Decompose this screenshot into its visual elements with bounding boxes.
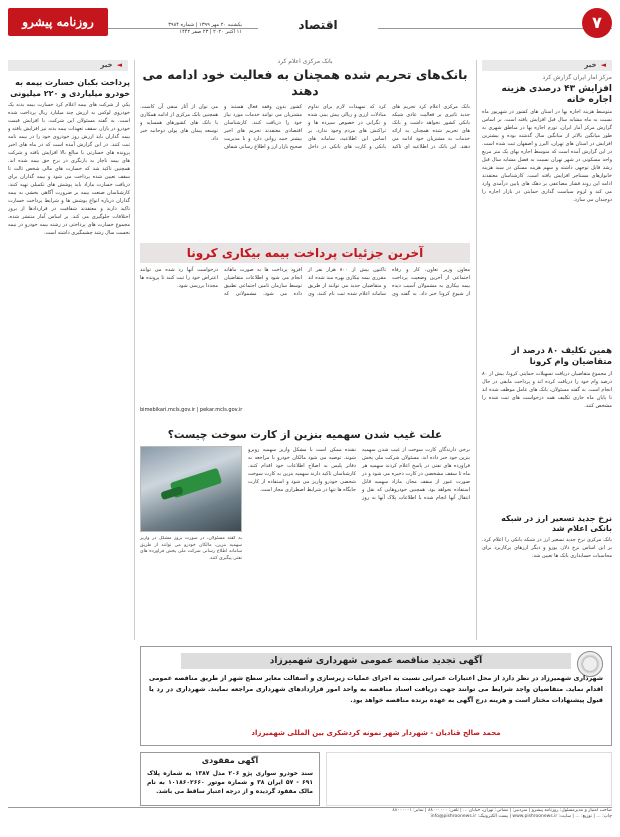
tag-label: خبر xyxy=(100,61,113,69)
right-story-source: مرکز آمار ایران گزارش کرد xyxy=(542,74,612,81)
main-story xyxy=(140,58,470,238)
section-title: اقتصاد xyxy=(258,18,378,32)
lost-ad-title: آگهی مفقودی xyxy=(201,756,259,765)
right-body-3: بانک مرکزی نرخ جدید تسعیر ارز در شبکه بانکی را اعلام کرد. بر این اساس نرخ دلار، یورو و دیگر ارزهای پرکاربرد برای محاسبات حسابداری بانک ها تعیین شد. xyxy=(482,537,612,559)
tag-bar-right xyxy=(482,60,612,71)
tender-advertisement xyxy=(140,646,612,746)
website-link[interactable]: bimebikari.mcls.gov.ir xyxy=(140,407,196,413)
arrow-icon: ◄ xyxy=(116,61,122,69)
right-body-2: از مجموع متقاضیان دریافت تسهیلات حمایتی کرونا، بیش از ۸۰ درصد وام خود را دریافت کرده اند و پرداخت مابقی در حال انجام است. به گفته مسئولان، بانک های عامل موظف شده اند تا پایان ماه جاری تکلیف همه درخواست های ثبت شده را مشخص کنند. xyxy=(482,371,612,409)
footer-line-1: صاحب امتیاز و مدیرمسئول: روزنامه پیشرو | سردبیر: | نشانی: تهران، خیابان ... | تلفن: ۸۸۰۰۰۰۰۰ | نمابر: ۸۸۰۰۰۰۰۱ xyxy=(392,808,612,813)
page-number: ۷ xyxy=(582,8,612,38)
right-subhead-1: همین تکلیف ۸۰ درصد از متقاضیان وام کرونا xyxy=(511,346,612,367)
tender-ad-body: شهرداری شهمیرزاد در نظر دارد از محل اعتبارات عمرانی نسبت به اجرای عملیات زیرسازی و آسفالت معابر سطح شهر از طریق مناقصه عمومی اقدام نماید. متقاضیان واجد شرایط می توانند جهت دریافت اسناد مناقصه به واحد امور قراردادهای شهرداری مراجعه نمایند. شهرداری در رد یا قبول پیشنهادات مختار است و هزینه درج آگهی به عهده برنده مناقصه خواهد بود. xyxy=(149,674,603,704)
footer-line-2: چاپ: ... | توزیع: ... | سایت: www.pishroonews.ir | پست الکترونیک: info@pishroonews.ir xyxy=(430,814,612,819)
main-story-headline: بانک‌های تحریم شده همچنان به فعالیت خود ادامه می دهند xyxy=(142,67,468,98)
lost-ad-body: سند خودرو سواری پژو ۲۰۶ مدل ۱۳۸۷ به شماره پلاک ۶۹۱ - ۵۷ ایران ۳۸ و شماره موتور ۱۰۱۸۶۰۲۶۶۰ به نام مالک مفقود گردیده و از درجه اعتبار ساقط می باشد. xyxy=(147,770,313,795)
newspaper-logo: روزنامه پیشرو xyxy=(8,8,108,36)
fuel-nozzle-tip xyxy=(160,486,183,500)
date-line-gregorian: ۱۱ اکتبر ۲۰۲۰ | ۲۳ صفر ۱۴۴۲ xyxy=(179,29,242,35)
fuel-nozzle-photo xyxy=(140,446,242,532)
fuel-story-body: برخی دارندگان کارت سوخت از غیب شدن سهمیه بنزین خود خبر داده اند. مسئولان شرکت ملی پخش فراورده های نفتی در پاسخ اعلام کردند سهمیه هر ماه تا سقف مشخصی در کارت ذخیره می شود و در صورت عبور از سقف مجاز، مازاد سهمیه قابل استفاده نخواهد بود. همچنین خودروهایی که نقل و انتقال آنها انجام شده یا اطلاعات پلاک آنها به روز نشده ممکن است با مشکل واریز سهمیه روبرو شوند. توصیه می شود مالکان خودرو با مراجعه به دفاتر پلیس به اصلاح اطلاعات خود اقدام کنند. کارشناسان تاکید دارند سهمیه بنزین به کارت سوخت شخصی خودرو واریز می شود و استفاده از کارت جایگاه ها تنها در شرایط اضطراری مجاز است. xyxy=(248,447,470,501)
arrow-icon: ◄ xyxy=(600,61,606,69)
main-story-body: بانک مرکزی اعلام کرد تحریم های جدید تاثیری بر فعالیت عادی شبکه بانکی کشور نخواهد داشت و بانک های تحریم شده همچنان به ارائه خدمات به مشتریان خود ادامه می دهند. این بانک در اطلاعیه ای تاکید کرد که تمهیدات لازم برای تداوم مبادلات ارزی و ریالی پیش بینی شده و نگرانی در خصوص سپرده ها و تراکنش های مردم وجود ندارد. بر اساس این اطلاعیه، سامانه های بانکی و کارت های بانکی در داخل کشور بدون وقفه فعال هستند و مشتریان می توانند خدمات مورد نیاز خود را دریافت کنند. کارشناسان اقتصادی معتقدند تحریم های اخیر بیشتر جنبه روانی دارد و با مدیریت صحیح بازار ارز و اطلاع رسانی شفاف می توان از آثار منفی آن کاست. همچنین بانک مرکزی از ادامه همکاری با بانک های کشورهای همسایه و توسعه پیمان های پولی دوجانبه خبر داد. xyxy=(140,104,470,150)
small-ads-area xyxy=(326,752,612,806)
left-story-title: پرداخت بکبان خسارت بیمه به خودرو میلیاردی و ۲۲۰ میلیونی xyxy=(10,78,130,98)
fuel-story xyxy=(248,446,470,640)
banner-story-headline: آخرین جزئیات پرداخت بیمه بیکاری کرونا xyxy=(140,243,470,263)
banner-story-body: معاون وزیر تعاون، کار و رفاه اجتماعی از آخرین وضعیت پرداخت بیمه بیکاری به مشمولان آسیب دیده از شیوع کرونا خبر داد. به گفته وی تاکنون بیش از ۸۰۰ هزار نفر از مقرری بیمه بیکاری بهره مند شده اند و متقاضیان جدید می توانند از طریق سامانه اعلام شده ثبت نام کنند. وی افزود پرداخت ها به صورت ماهانه انجام می شود و اطلاعات متقاضیان توسط سازمان تامین اجتماعی تطبیق داده می شود. مشمولانی که درخواست آنها رد شده می توانند اعتراض خود را ثبت کنند تا پرونده ها مجددا بررسی شود. xyxy=(140,267,470,297)
tag-label: خبر xyxy=(584,61,597,69)
main-story-source: بانک مرکزی اعلام کرد xyxy=(277,58,333,65)
right-column xyxy=(482,74,612,634)
banner-story xyxy=(140,266,470,426)
right-story-title: افزایش ۴۳ درصدی هزینه اجاره خانه xyxy=(501,84,612,105)
date-line-persian: یکشنبه ۲۰ مهر ۱۳۹۹ | شماره ۳۹۸۴ xyxy=(168,22,242,28)
left-story-body: یکی از شرکت های بیمه اعلام کرد خسارت بیمه بدنه یک خودروی لوکس به ارزش چند میلیارد ریال پرداخت شده است. به گفته مسئولان این شرکت، با افزایش قیمت خودرو در بازار، سقف تعهدات بیمه بدنه نیز افزایش یافته و بیمه گذاران باید ارزش روز خودروی خود را در بیمه نامه ثبت کنند. در این گزارش آمده است که در ماه های اخیر پرونده های خسارتی با مبالغ بالا افزایش یافته و شرکت های بیمه ناچار به بازنگری در نرخ حق بیمه شده اند. همچنین تاکید شد که خسارت های مالی شخص ثالث تا سقف تعیین شده پرداخت می شود و بیمه گذاران برای دریافت خسارت مازاد باید پوشش های تکمیلی تهیه کنند. کارشناسان صنعت بیمه بر ضرورت آگاهی بخشی به بیمه گذاران درباره انواع پوشش ها و شرایط پرداخت خسارت تاکید دارند و معتقدند شفافیت در قراردادها از بروز اختلافات جلوگیری می کند. بر اساس آمار منتشر شده، مجموع خسارت های پرداختی در رشته بیمه خودرو در نیمه نخست سال رشد چشمگیری داشته است. xyxy=(8,102,130,236)
tender-ad-signature: محمد صالح قنادیان - شهردار شهر نمونه کردشکری بین المللی شهمیرزاد xyxy=(251,729,501,737)
right-subhead-2: نرخ جدید تسعیر ارز در شبکه بانکی اعلام شد xyxy=(501,514,612,533)
tender-ad-title: آگهی تجدید مناقصه عمومی شهرداری شهمیرزاد xyxy=(181,653,571,669)
right-story-body: متوسط هزینه اجاره بها در استان های کشور در شهریور ماه نسبت به ماه مشابه سال قبل افزایش یافته است. بر اساس گزارش مرکز آمار ایران، تورم اجاره بها در مناطق شهری به طور میانگین بالاتر از میانگین سال گذشته بوده و بیشترین افزایش در استان های تهران، البرز و اصفهان ثبت شده است. در این گزارش آمده است که متوسط اجاره بهای یک متر مربع واحد مسکونی در شهر تهران نسبت به فصل مشابه سال قبل رشد قابل توجهی داشته و سهم هزینه مسکن در سبد هزینه خانوارهای مستاجر افزایش یافته است. کارشناسان معتقدند ادامه این روند فشار مضاعفی بر دهک های پایین درآمدی وارد می کند و لزوم سیاست گذاری حمایتی در بازار اجاره را دوچندان می سازد. xyxy=(482,109,612,203)
tag-bar-left xyxy=(8,60,128,71)
column-divider xyxy=(134,60,135,640)
banner-story-links: bimebikari.mcls.gov.ir | pekar.mcls.gov.ir xyxy=(140,407,243,413)
page-footer xyxy=(8,807,612,831)
date-line xyxy=(112,22,242,36)
column-divider xyxy=(476,60,477,640)
photo-caption-text: به گفته مسئولان، در صورت بروز مشکل در واریز سهمیه بنزین، مالکان خودرو می توانند از طریق سامانه اطلاع رسانی شرکت ملی پخش فراورده های نفتی پیگیری کنند. xyxy=(140,536,242,561)
lost-document-advertisement xyxy=(140,752,320,806)
fuel-photo-caption xyxy=(140,536,242,640)
website-link-2[interactable]: pekar.mcls.gov.ir xyxy=(199,407,243,413)
left-column xyxy=(8,74,130,640)
page-header xyxy=(8,8,612,52)
fuel-story-headline: علت غیب شدن سهمیه بنزین از کارت سوخت چیست؟ xyxy=(167,429,443,441)
